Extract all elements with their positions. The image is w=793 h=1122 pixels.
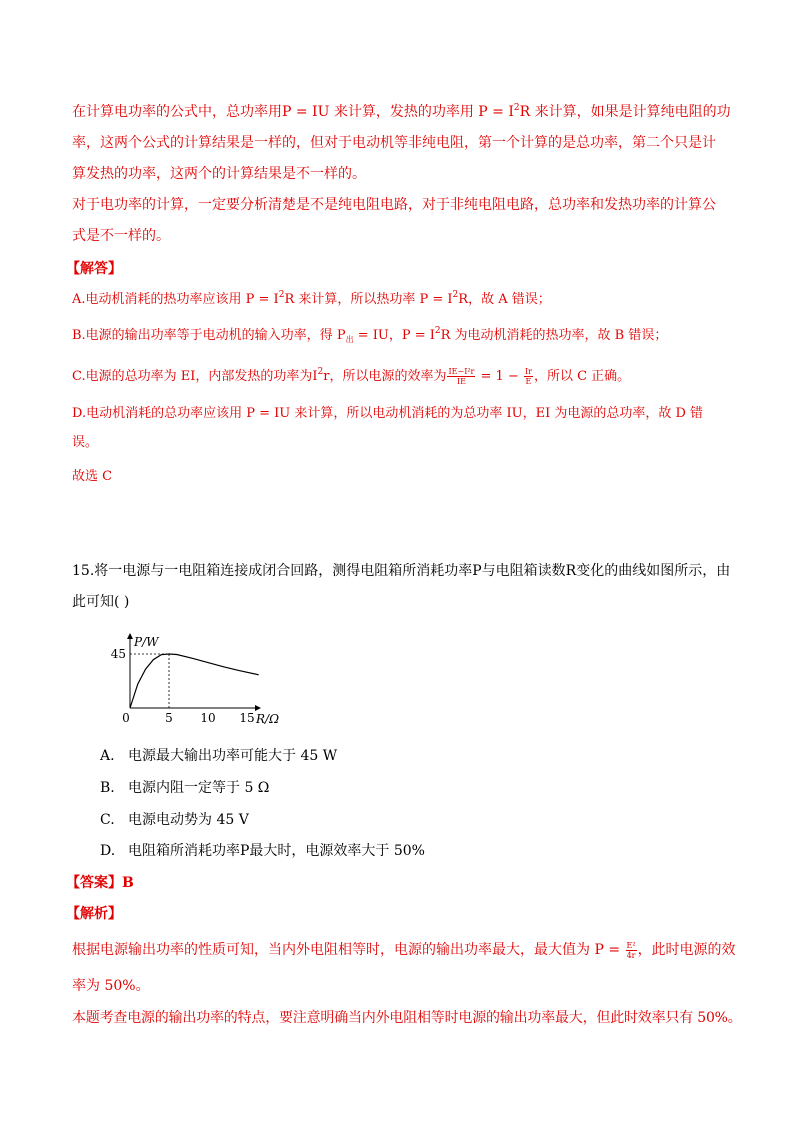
solution-final: 故选 C [72, 469, 113, 484]
option-a[interactable]: A. 电源最大输出功率可能大于 45 W [100, 748, 338, 764]
x-axis-label: R/Ω [256, 712, 280, 726]
analysis-para1-line1: 在计算电功率的公式中，总功率用P = IU 来计算，发热的功率用 $P = I^2R$ 来计算，如果是计算纯电阻的功 [72, 103, 731, 120]
y-tick-label: 45 [110, 647, 126, 661]
x-tick-label: 0 [122, 711, 130, 725]
ir-over-e-fraction: $\frac{Ir}{E}$ [524, 367, 532, 386]
analysis-heading: 【解析】 [66, 906, 122, 922]
max-power-fraction: $\frac{\text{E²}}{4r}$ [626, 940, 636, 960]
solution-heading: 【解答】 [66, 261, 122, 277]
x-tick-label: 15 [239, 711, 255, 725]
option-d[interactable]: D. 电阻箱所消耗功率P最大时，电源效率大于 50% [100, 843, 425, 859]
analysis-para2-line2: 式是不一样的。 [72, 228, 170, 244]
power-curve [130, 654, 259, 708]
solution-option-c: C.电源的总功率为 EI，内部发热的功率为$I^2r$，所以电源的效率为 $\frac{\text{IE−I²r}}{IE}$ = 1 − $\frac{Ir}{E}$ ，所以 C 正确。 [72, 367, 631, 386]
analysis-para2-line1: 对于电功率的计算，一定要分析清楚是不是纯电阻电路，对于非纯电阻电路，总功率和发热功率的计算公 [72, 197, 716, 213]
y-axis-label: P/W [134, 635, 159, 649]
analysis-bottom-line1: 根据电源输出功率的性质可知，当内外电阻相等时，电源的输出功率最大，最大值为 P = $\frac{\text{E²}}{4r}$ ，此时电源的效 [72, 940, 736, 960]
analysis-bottom-line2: 率为 50%。 [72, 978, 150, 994]
solution-option-b: B.电源的输出功率等于电动机的输入功率，得 $P_出$ = IU，$P = I^2R$ 为电动机消耗的热功率，故 B 错误； [72, 326, 668, 344]
solution-option-d-line2: 误。 [72, 435, 99, 450]
x-tick-label: 5 [165, 711, 173, 725]
question-stem-line1: 15.将一电源与一电阻箱连接成闭合回路，测得电阻箱所消耗功率P与电阻箱读数R变化的曲线如图所示，由 [72, 563, 731, 579]
option-c[interactable]: C. 电源电动势为 45 V [100, 812, 249, 828]
solution-option-a: A.电动机消耗的热功率应该用 $P = I^2R$ 来计算，所以热功率 $P = I^2R$，故 A 错误； [72, 290, 551, 307]
power-resistance-chart [100, 628, 290, 733]
x-tick-label: 10 [200, 711, 216, 725]
option-b[interactable]: B. 电源内阻一定等于 5 Ω [100, 780, 270, 796]
analysis-para1-line2: 率，这两个公式的计算结果是一样的，但对于电动机等非纯电阻，第一个计算的是总功率，第二个只是计 [72, 135, 716, 151]
solution-option-d-line1: D.电动机消耗的总功率应该用 P = IU 来计算，所以电动机消耗的为总功率 IU，EI 为电源的总功率，故 D 错 [72, 406, 704, 421]
question-stem-line2: 此可知( ) [72, 594, 130, 610]
analysis-para1-line3: 算发热的功率，这两个的计算结果是不一样的。 [72, 166, 366, 182]
efficiency-fraction: $\frac{\text{IE−I²r}}{IE}$ [448, 367, 475, 386]
answer-line: 【答案】B [66, 875, 134, 891]
analysis-bottom-line3: 本题考查电源的输出功率的特点，要注意明确当内外电阻相等时电源的输出功率最大，但此时效率只有 50%。 [72, 1010, 742, 1026]
